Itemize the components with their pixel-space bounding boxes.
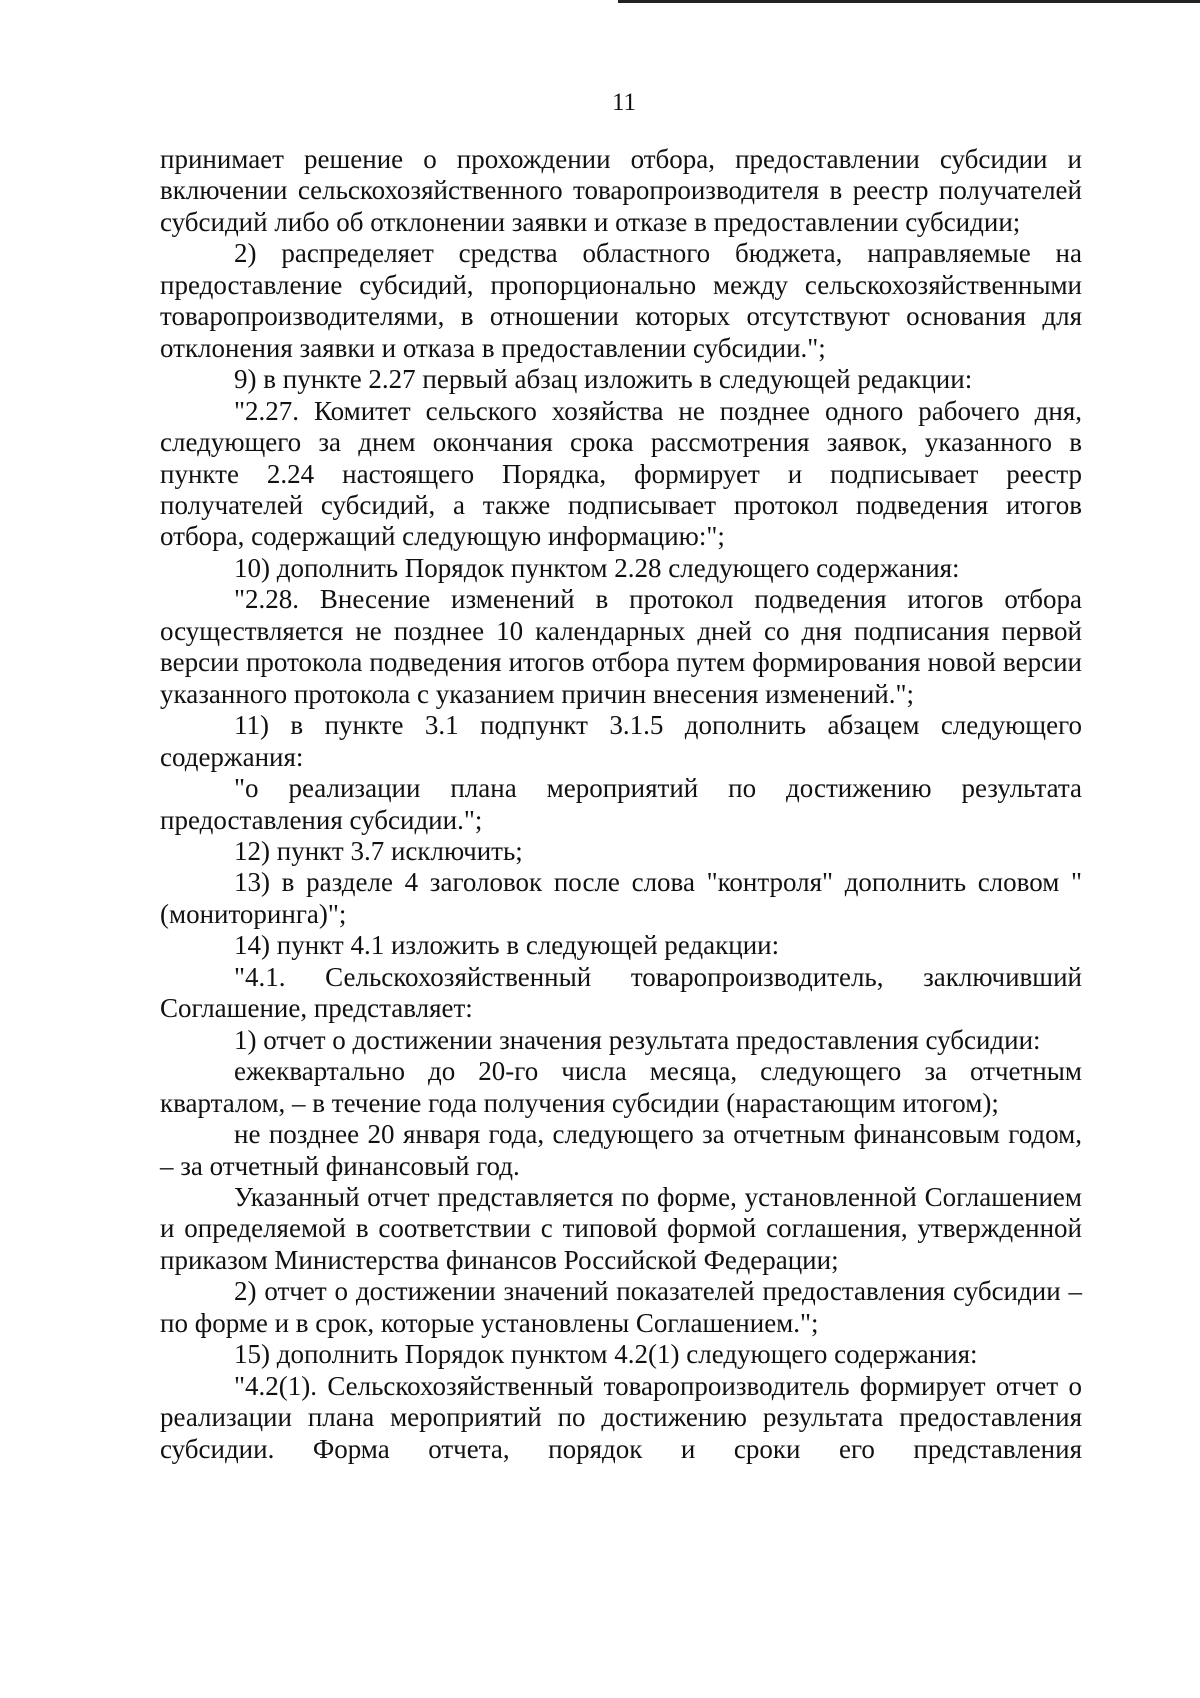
paragraph: "4.2(1). Сельскохозяйственный товаропроизводитель формирует отчет о реализации плана мероприятий по достижению результата предоставления субсидии. Форма отчета, порядок и сроки его представления	[160, 1370, 1082, 1464]
paragraph: ежеквартально до 20-го числа месяца, следующего за отчетным кварталом, – в течение года получения субсидии (нарастающим итогом);	[160, 1056, 1082, 1118]
paragraph: 11) в пункте 3.1 подпункт 3.1.5 дополнить абзацем следующего содержания:	[160, 710, 1082, 772]
paragraph: 12) пункт 3.7 исключить;	[234, 835, 523, 866]
document-body	[160, 144, 1082, 1465]
paragraph: 10) дополнить Порядок пунктом 2.28 следующего содержания:	[234, 552, 960, 583]
paragraph: 9) в пункте 2.27 первый абзац изложить в следующей редакции:	[234, 364, 973, 395]
paragraph: 14) пункт 4.1 изложить в следующей редакции:	[234, 930, 780, 961]
paragraph: не позднее 20 января года, следующего за отчетным финансовым годом, – за отчетный финансовый год.	[160, 1119, 1082, 1181]
paragraph: "4.1. Сельскохозяйственный товаропроизводитель, заключивший Соглашение, представляет:	[160, 961, 1082, 1024]
paragraph: 13) в разделе 4 заголовок после слова "контроля" дополнить словом "(мониторинга)";	[160, 867, 1082, 929]
paragraph: "о реализации плана мероприятий по достижению результата предоставления субсидии.";	[160, 773, 1082, 835]
paragraph: принимает решение о прохождении отбора, предоставлении субсидии и включении сельскохозяйственного товаропроизводителя в реестр получателей субсидий либо об отклонении заявки и отказе в предоставлении субсидии;	[160, 144, 1082, 237]
page-number: 11	[611, 89, 637, 116]
paragraph: "2.28. Внесение изменений в протокол подведения итогов отбора осуществляется не позднее 10 календарных дней со дня подписания первой версии протокола подведения итогов отбора путем формирования новой версии указанного протокола с указанием причин внесения изменений.";	[160, 584, 1082, 709]
paragraph: 15) дополнить Порядок пунктом 4.2(1) следующего содержания:	[234, 1339, 978, 1370]
paragraph: "2.27. Комитет сельского хозяйства не позднее одного рабочего дня, следующего за днем окончания срока рассмотрения заявок, указанного в пункте 2.24 настоящего Порядка, формирует и подписывает реестр получателей субсидий, а также подписывает протокол подведения итогов отбора, содержащий следующую информацию:";	[160, 395, 1082, 552]
paragraph: 1) отчет о достижении значения результата предоставления субсидии:	[234, 1024, 1041, 1055]
paragraph: 2) отчет о достижении значений показателей предоставления субсидии – по форме и в срок, которые установлены Соглашением.";	[160, 1276, 1082, 1338]
paragraph: Указанный отчет представляется по форме, установленной Соглашением и определяемой в соответствии с типовой формой соглашения, утвержденной приказом Министерства финансов Российской Федерации;	[160, 1181, 1082, 1275]
paragraph: 2) распределяет средства областного бюджета, направляемые на предоставление субсидий, пропорционально между сельскохозяйственными товаропроизводителями, в отношении которых отсутствуют основания для отклонения заявки и отказа в предоставлении субсидии.";	[160, 238, 1082, 363]
top-border-line	[618, 0, 1200, 3]
